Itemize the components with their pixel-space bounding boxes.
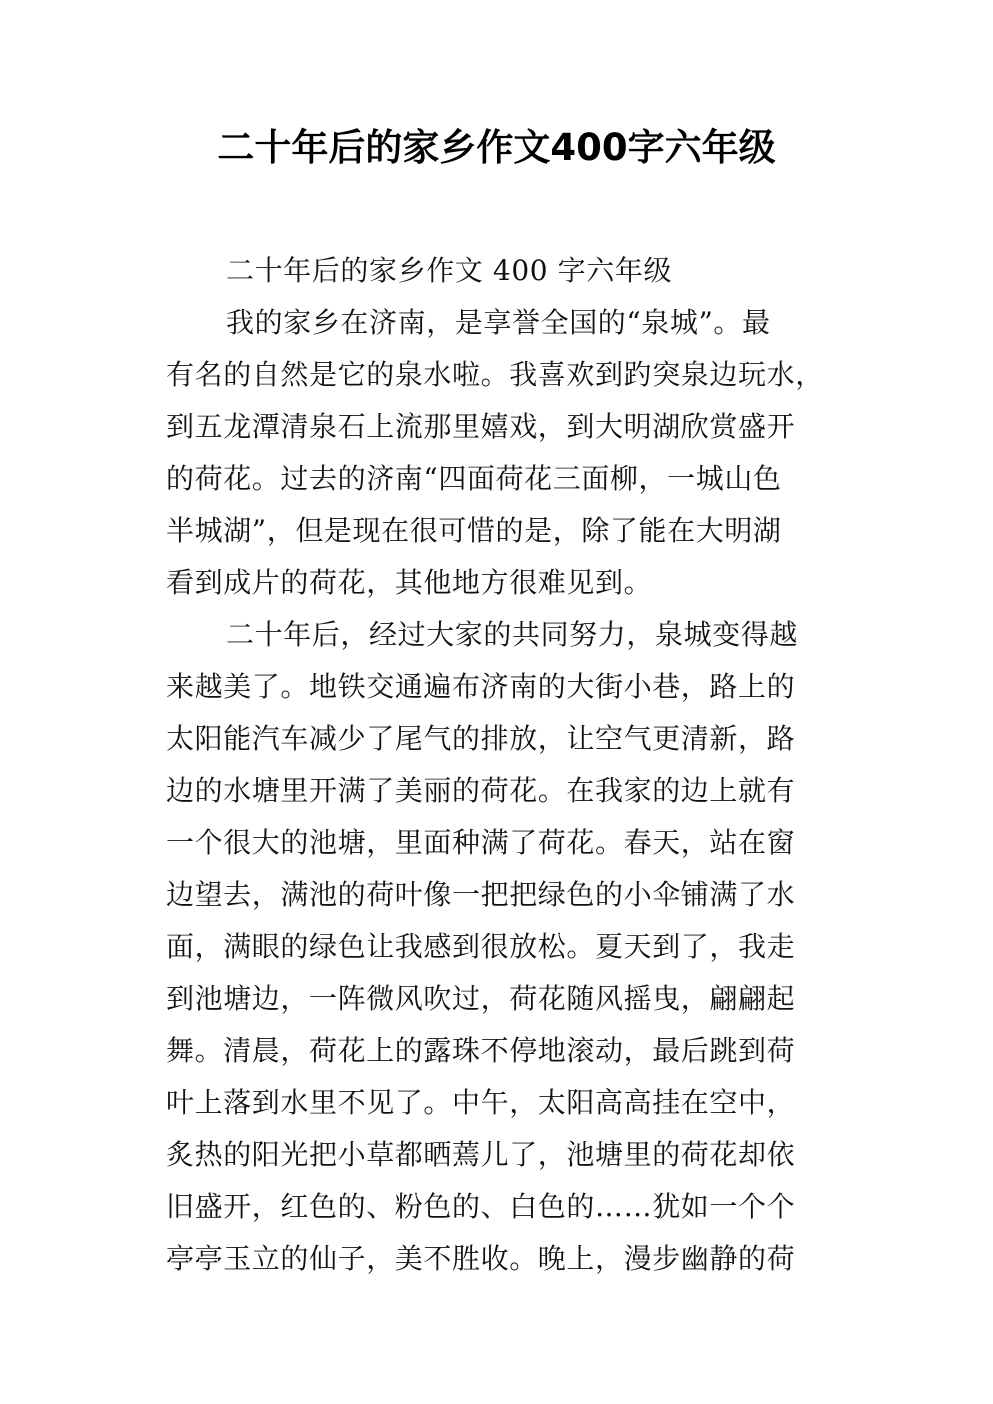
text-line: 炙热的阳光把小草都晒蔫儿了，池塘里的荷花却依 [166,1138,796,1171]
text-line: 我的家乡在济南，是享誉全国的“泉城”。最 [226,306,771,339]
text-line: 亭亭玉立的仙子，美不胜收。晚上，漫步幽静的荷 [166,1242,796,1275]
text-line: 二十年后的家乡作文 400 字六年级 [226,254,673,287]
text-line: 到池塘边，一阵微风吹过，荷花随风摇曳，翩翩起 [166,982,796,1015]
text-line: 看到成片的荷花，其他地方很难见到。 [166,566,653,599]
text-line: 叶上落到水里不见了。中午，太阳高高挂在空中， [166,1086,796,1119]
text-line: 到五龙潭清泉石上流那里嬉戏，到大明湖欣赏盛开 [166,410,796,443]
text-line: 旧盛开，红色的、粉色的、白色的……犹如一个个 [166,1190,796,1223]
text-line: 半城湖”，但是现在很可惜的是，除了能在大明湖 [166,514,782,547]
text-line: 有名的自然是它的泉水啦。我喜欢到趵突泉边玩水， [166,358,824,391]
text-line: 边的水塘里开满了美丽的荷花。在我家的边上就有 [166,774,796,807]
text-line: 的荷花。过去的济南“四面荷花三面柳，一城山色 [166,462,782,495]
text-line: 太阳能汽车减少了尾气的排放，让空气更清新，路 [166,722,796,755]
text-line: 边望去，满池的荷叶像一把把绿色的小伞铺满了水 [166,878,796,911]
text-line: 一个很大的池塘，里面种满了荷花。春天，站在窗 [166,826,796,859]
text-line: 舞。清晨，荷花上的露珠不停地滚动，最后跳到荷 [166,1034,796,1067]
document-body [166,245,866,1285]
text-line: 面，满眼的绿色让我感到很放松。夏天到了，我走 [166,930,796,963]
text-line: 二十年后，经过大家的共同努力，泉城变得越 [226,618,799,651]
text-line: 来越美了。地铁交通遍布济南的大街小巷，路上的 [166,670,796,703]
document-title: 二十年后的家乡作文400字六年级 [217,126,776,169]
